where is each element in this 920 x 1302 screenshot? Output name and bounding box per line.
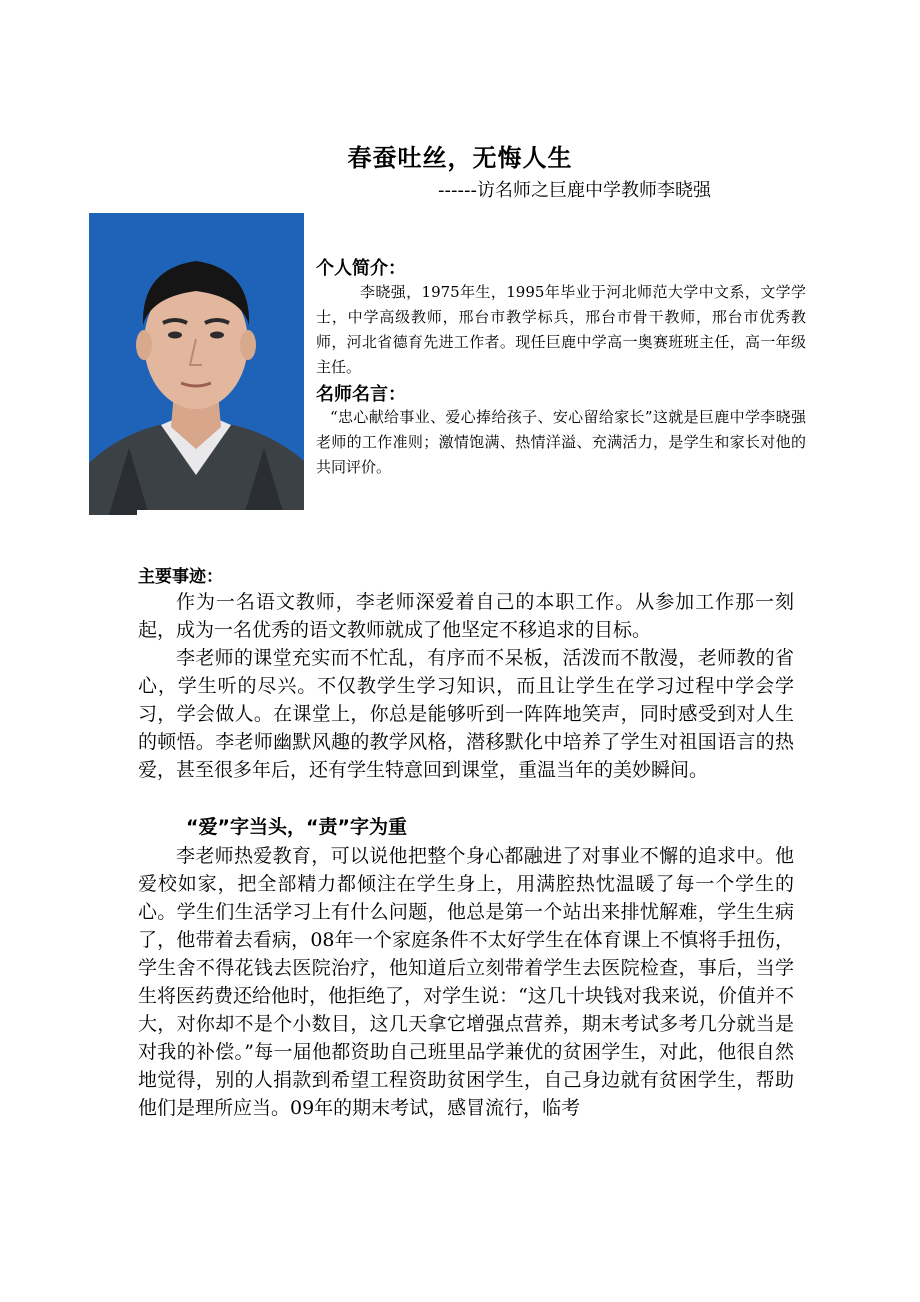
paragraph-text: 李老师热爱教育，可以说他把整个身心都融进了对事业不懈的追求中。他爱校如家，把全部精力都倾注在学生身上，用满腔热忱温暖了每一个学生的心。学生们生活学习上有什么问题，他总是第一个站出来排忧解难，学生生病了，他带着去看病，08年一个家庭条件不太好学生在体育课上不慎将手扭伤，学生舍不得花钱去医院治疗，他知道后立刻带着学生去医院检查，事后，当学生将医药费还给他时，他拒绝了，对学生说：“这几十块钱对我来说，价值并不大，对你却不是个小数目，这几天拿它增强点营养，期末考试多考几分就当是对我的补偿。”每一届他都资助自己班里品学兼优的贫困学生，对此，他很自然地觉得，别的人捐款到希望工程资助贫困学生，自己身边就有贫困学生，帮助他们是理所应当。09年的期末考试，感冒流行，临考 bbox=[138, 845, 794, 1119]
paragraph-text: 李老师的课堂充实而不忙乱，有序而不呆板，活泼而不散漫，老师教的省心，学生听的尽兴。不仅教学生学习知识，而且让学生在学习过程中学会学习，学会做人。在课堂上，你总是能够听到一阵阵地笑声，同时感受到对人生的顿悟。李老师幽默风趣的教学风格，潜移默化中培养了学生对祖国语言的热爱，甚至很多年后，还有学生特意回到课堂，重温当年的美妙瞬间。 bbox=[138, 647, 794, 781]
profile-intro-text: 李晓强，1975年生，1995年毕业于河北师范大学中文系，文学学士，中学高级教师，邢台市教学标兵，邢台市骨干教师，邢台市优秀教师，河北省德育先进工作者。现任巨鹿中学高一奥赛班班主任，高一年级主任。 bbox=[316, 283, 806, 376]
teacher-quote-text: “忠心献给事业、爱心捧给孩子、安心留给家长”这就是巨鹿中学李晓强老师的工作准则；激情饱满、热情洋溢、充满活力，是学生和家长对他的共同评价。 bbox=[316, 408, 806, 476]
deeds-paragraph-3 bbox=[138, 842, 794, 1122]
portrait-illustration bbox=[89, 213, 304, 515]
teacher-portrait-photo bbox=[89, 213, 304, 515]
section-subheading: “爱”字当头，“责”字为重 bbox=[186, 816, 407, 838]
deeds-paragraph-2 bbox=[138, 644, 794, 784]
article-subtitle: ------访名师之巨鹿中学教师李晓强 bbox=[438, 180, 711, 201]
deeds-paragraph-1 bbox=[138, 588, 794, 644]
main-deeds-heading: 主要事迹： bbox=[138, 567, 223, 587]
paragraph-text: 作为一名语文教师，李老师深爱着自己的本职工作。从参加工作那一刻起，成为一名优秀的语文教师就成了他坚定不移追求的目标。 bbox=[138, 591, 794, 641]
profile-intro-heading: 个人简介： bbox=[316, 258, 406, 279]
teacher-quote-heading: 名师名言： bbox=[316, 384, 406, 405]
article-title: 春蚕吐丝，无悔人生 bbox=[347, 144, 573, 172]
